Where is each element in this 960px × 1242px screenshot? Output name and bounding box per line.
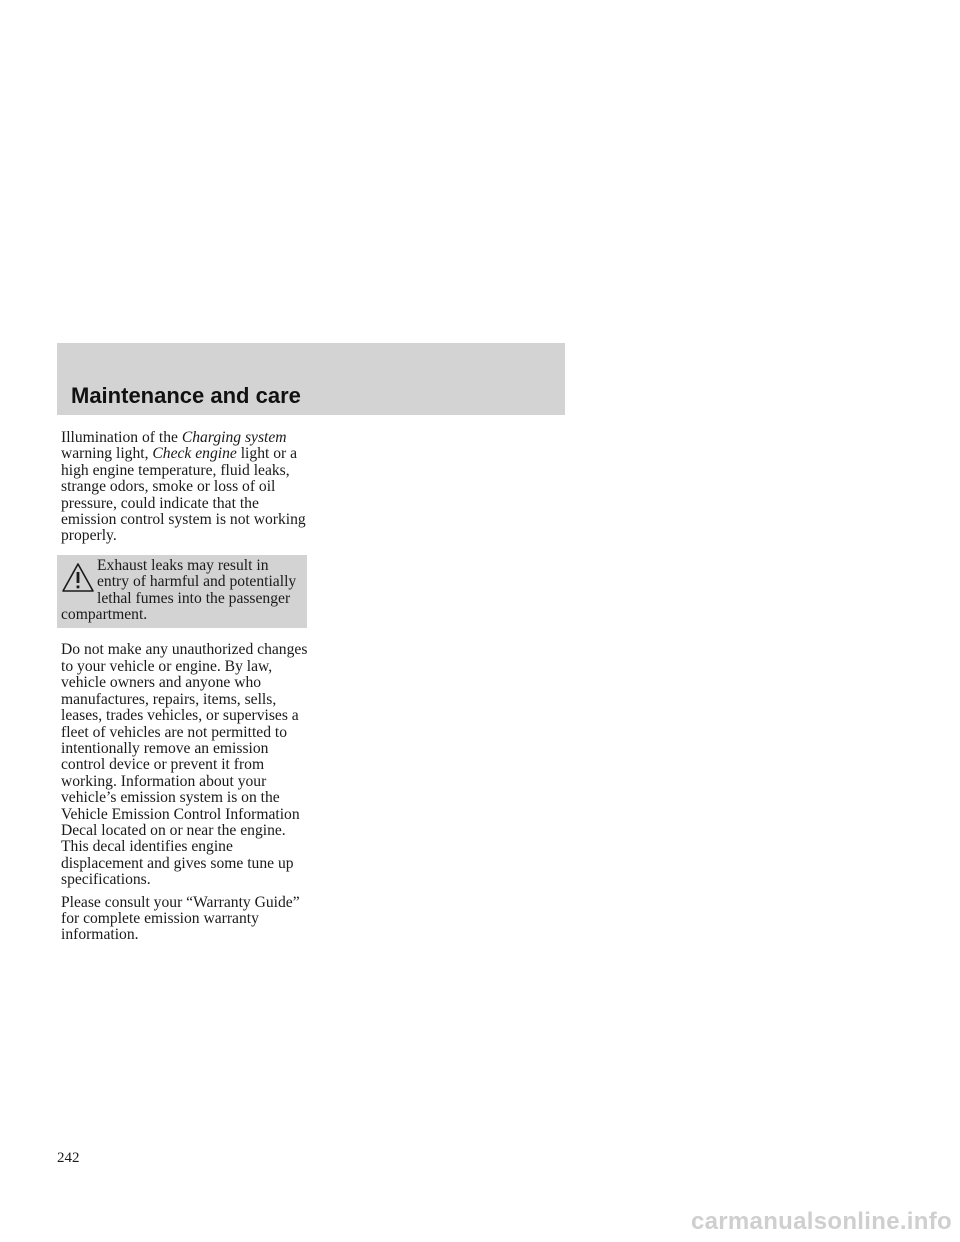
paragraph-charging — [61, 430, 311, 545]
warning-box — [57, 555, 307, 629]
check-engine-term: Check engine — [152, 445, 237, 463]
text-run: warning light, — [61, 445, 153, 463]
text-run: Illumination of the — [61, 429, 182, 446]
section-title: Maintenance and care — [71, 383, 301, 408]
section-header — [57, 343, 565, 415]
paragraph-warranty: Please consult your “Warranty Guide” for complete emission warranty information. — [61, 893, 300, 944]
page-number: 242 — [57, 1150, 80, 1166]
text-run: light or a high engine temperature, fluid leaks, strange odors, smoke or loss of oil pressure, could indicate that the emission control system is not working properly. — [61, 445, 306, 545]
paragraph-unauthorized-changes: Do not make any unauthorized changes to your vehicle or engine. By law, vehicle owners and anyone who manufactures, repairs, items, sells, leases, trades vehicles, or supervises a fleet of vehicles are not permitted to intentionally remove an emission control device or prevent it from working. Information about your vehicle’s emission system is on the Vehicle Emission Control Information Decal located on or near the engine. This decal identifies engine displacement and gives some tune up specifications. — [61, 641, 308, 889]
warning-text: Exhaust leaks may result in entry of harmful and potentially lethal fumes into the passenger compartment. — [61, 556, 297, 624]
watermark: carmanualsonline.info — [690, 1208, 952, 1235]
warning-triangle-icon — [61, 562, 95, 594]
body-text — [61, 430, 311, 944]
charging-system-term: Charging system — [181, 429, 287, 446]
